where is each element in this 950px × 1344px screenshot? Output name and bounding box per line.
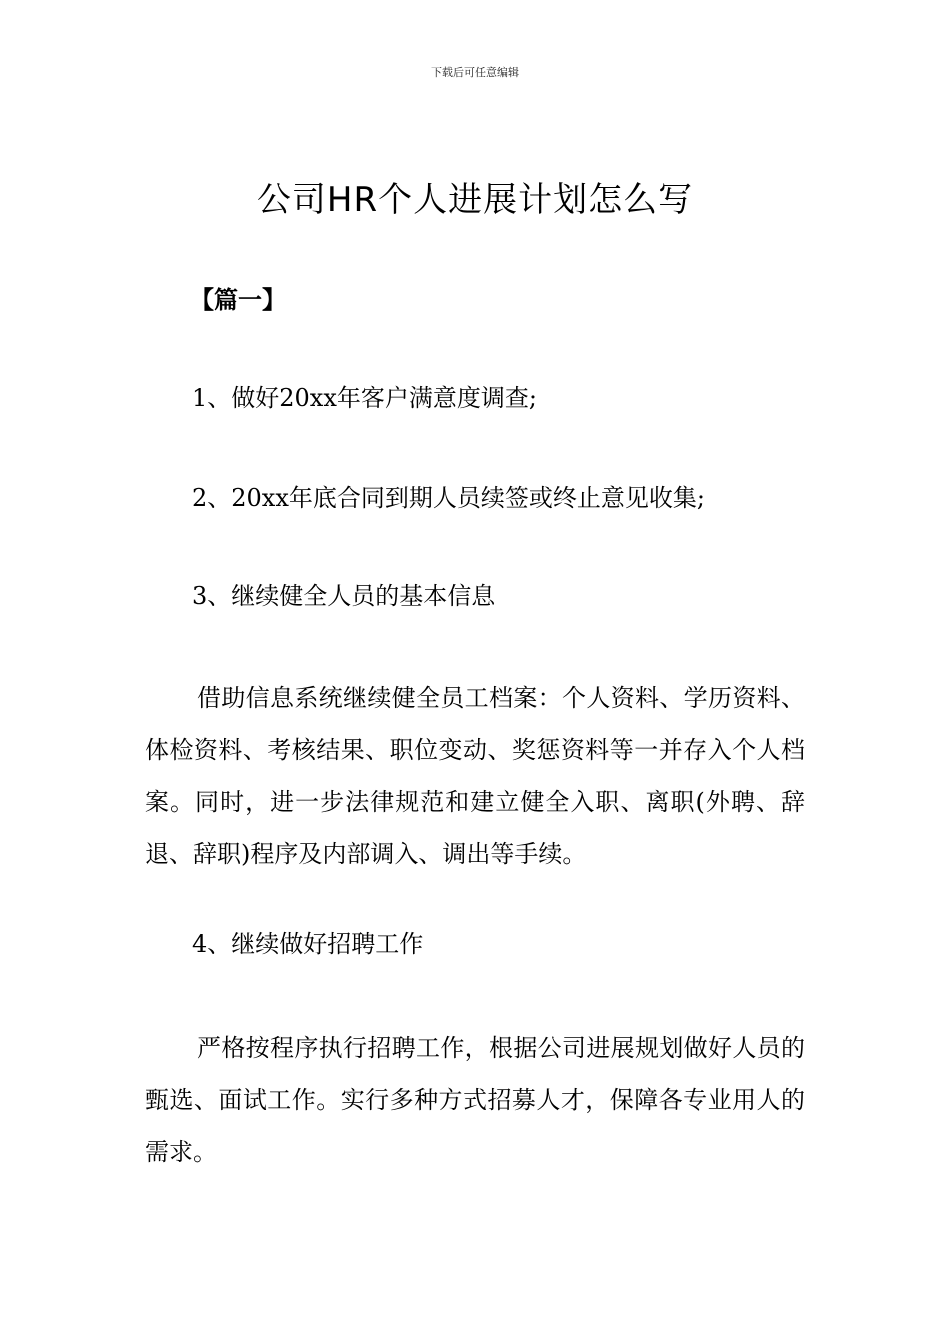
section-label: 【篇一】 xyxy=(190,286,286,314)
list-item: 1、做好20xx年客户满意度调查; xyxy=(192,384,537,412)
header-note: 下载后可任意编辑 xyxy=(431,66,519,79)
list-item: 3、继续健全人员的基本信息 xyxy=(192,582,496,610)
list-item: 4、继续做好招聘工作 xyxy=(192,930,424,958)
list-item: 2、20xx年底合同到期人员续签或终止意见收集; xyxy=(192,484,705,512)
body-paragraph: 借助信息系统继续健全员工档案：个人资料、学历资料、体检资料、考核结果、职位变动、奖惩资料等一并存入个人档案。同时，进一步法律规范和建立健全入职、离职(外聘、辞退、辞职)程序及内部调入、调出等手续。 xyxy=(145,684,805,868)
document-title: 公司HR个人进展计划怎么写 xyxy=(256,180,694,220)
body-paragraph: 严格按程序执行招聘工作，根据公司进展规划做好人员的甄选、面试工作。实行多种方式招募人才，保障各专业用人的需求。 xyxy=(145,1034,805,1166)
